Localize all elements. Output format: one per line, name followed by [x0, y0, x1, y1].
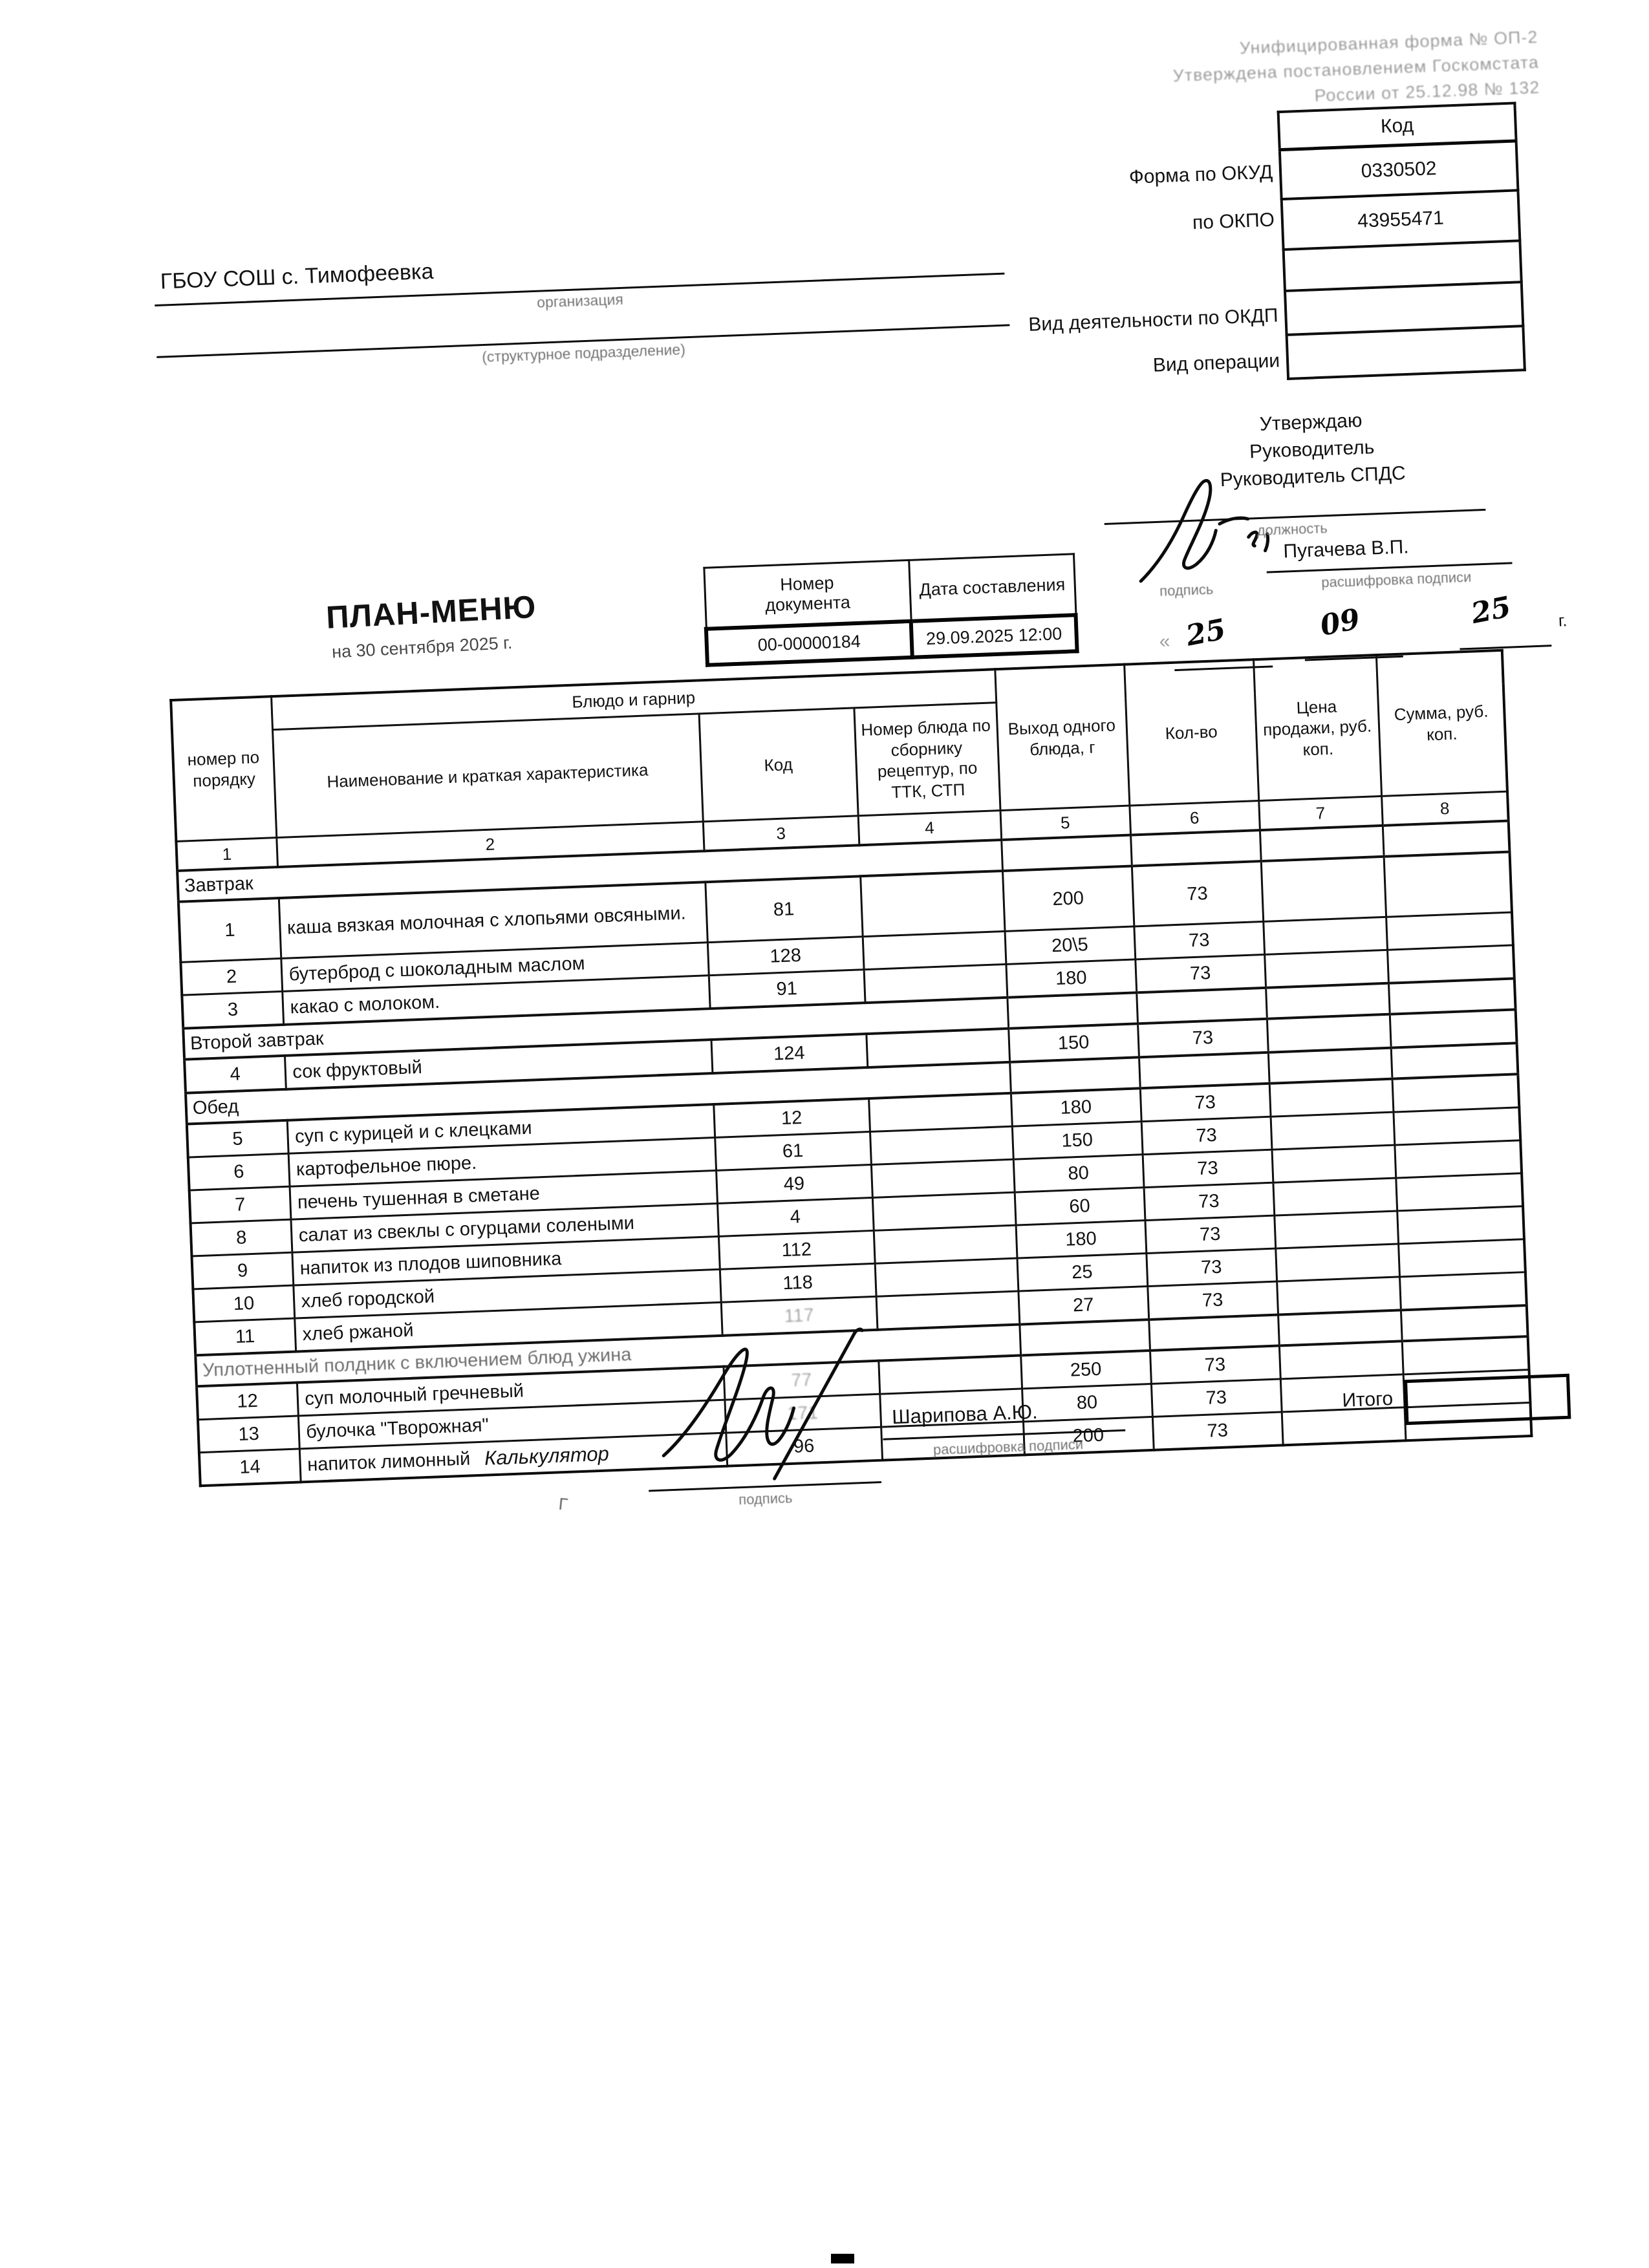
form-note-line: Унифицированная форма № ОП-2 [1239, 27, 1538, 58]
handwritten-day: 25 [1183, 612, 1229, 653]
cell-num: 7 [189, 1186, 291, 1223]
cell-qty: 73 [1145, 1215, 1275, 1253]
operation-type-value-cell [1287, 326, 1525, 379]
date-quote-mark: « [1159, 630, 1170, 652]
cell-code: 49 [716, 1164, 872, 1203]
cell-name: салат из свеклы с огурцами солеными [290, 1203, 718, 1252]
cell-output: 200 [1002, 866, 1134, 932]
signature-label: подпись [1159, 581, 1214, 599]
cell-output: 150 [1012, 1122, 1143, 1159]
form-note-line: России от 25.12.98 № 132 [1313, 77, 1540, 106]
cell-name: суп молочный гречневый [297, 1367, 724, 1416]
empty-cell [1266, 983, 1390, 1019]
col-header-name: Наименование и краткая характеристика [272, 714, 703, 838]
cell-output: 27 [1018, 1287, 1148, 1325]
col-group-header-dish: Блюдо и гарнир [271, 669, 996, 729]
cell-recipe [870, 1126, 1013, 1164]
cell-price [1273, 1178, 1397, 1215]
cell-recipe [872, 1192, 1016, 1230]
cell-code: 96 [726, 1427, 882, 1466]
cell-sum [1390, 1009, 1517, 1047]
cell-sum [1394, 1140, 1522, 1178]
handwritten-month: 09 [1317, 602, 1363, 643]
empty-cell [1268, 1048, 1392, 1084]
cell-output: 60 [1015, 1188, 1145, 1225]
col-header-code: Код [699, 708, 858, 822]
cell-code: 91 [709, 970, 865, 1009]
col-header-price: Цена продажи, руб. коп. [1253, 655, 1381, 800]
cell-recipe [860, 871, 1004, 937]
col-number-cell: 1 [176, 838, 277, 871]
organization-label: организация [536, 290, 624, 311]
empty-cell [1009, 1057, 1140, 1093]
cell-code: 124 [711, 1034, 867, 1073]
cell-qty: 73 [1151, 1379, 1282, 1417]
cell-qty: 73 [1147, 1281, 1278, 1320]
cell-code: 4 [717, 1197, 874, 1236]
cell-price [1263, 917, 1387, 954]
cell-num: 9 [191, 1252, 293, 1289]
cell-qty: 73 [1150, 1345, 1280, 1384]
cell-sum [1384, 852, 1512, 917]
cell-name: булочка "Творожная" [298, 1400, 726, 1449]
doc-date-value-cell: 29.09.2025 12:00 [911, 615, 1077, 658]
cell-qty: 73 [1135, 954, 1266, 992]
cell-output: 20\5 [1005, 926, 1136, 964]
footer-block [462, 1312, 1194, 1552]
col-number-cell: 2 [276, 822, 704, 867]
empty-cell [1130, 830, 1261, 866]
form-regulation-note [1124, 25, 1540, 116]
cell-num: 2 [180, 958, 282, 995]
cell-sum [1399, 1272, 1527, 1311]
document-number-block [702, 553, 1079, 667]
cell-name: сок фруктовый [285, 1040, 712, 1089]
cell-num: 13 [198, 1416, 299, 1453]
section-name-cell: Уплотненный полдник с включением блюд ужина [195, 1325, 1020, 1387]
calculator-name-label: расшифровка подписи [932, 1436, 1084, 1458]
approver-name: Пугачева В.П. [1282, 536, 1410, 562]
cell-sum [1387, 945, 1514, 983]
cell-output: 180 [1016, 1221, 1147, 1258]
cell-num: 12 [197, 1383, 298, 1420]
cell-name: каша вязкая молочная с хлопьями овсяными. [279, 882, 707, 958]
cell-price [1269, 1079, 1394, 1117]
col-number-cell: 5 [1000, 806, 1131, 840]
empty-cell [1391, 1043, 1518, 1078]
cell-num: 6 [188, 1153, 290, 1190]
scanner-artifact-mark [831, 2254, 854, 2263]
cell-code: 112 [718, 1230, 875, 1269]
empty-cell [1139, 1053, 1269, 1088]
codes-header-cell: Код [1278, 103, 1516, 149]
approver-name-label: расшифровка подписи [1320, 568, 1472, 591]
total-label: Итого [1341, 1387, 1394, 1411]
cell-output: 25 [1017, 1254, 1148, 1291]
number-date-table [702, 553, 1079, 667]
cell-output: 180 [1006, 959, 1136, 998]
calculator-label: Калькулятор [484, 1442, 610, 1470]
cell-num: 11 [194, 1318, 296, 1355]
cell-code: 81 [705, 876, 862, 942]
empty-cell [1001, 835, 1132, 871]
cell-code: 117 [721, 1296, 878, 1335]
cell-price [1274, 1211, 1398, 1248]
empty-cell [1388, 978, 1516, 1014]
document-subtitle: на 30 сентября 2025 г. [331, 632, 513, 662]
cell-sum [1398, 1239, 1525, 1277]
okpo-label: по ОКПО [1192, 209, 1275, 234]
codes-table [1277, 102, 1526, 380]
stray-pen-mark: Г [557, 1493, 569, 1515]
cell-code: 77 [723, 1361, 879, 1400]
cell-price [1275, 1244, 1399, 1281]
cell-code: 61 [715, 1131, 871, 1170]
cell-recipe [863, 931, 1006, 969]
col-number-cell: 8 [1381, 791, 1509, 826]
cell-name: хлеб ржаной [294, 1302, 722, 1351]
okpo-value-cell: 43955471 [1282, 190, 1520, 250]
cell-name: бутерброд с шоколадным маслом [281, 943, 708, 992]
cell-name: напиток лимонный [299, 1433, 727, 1482]
cell-price [1261, 857, 1386, 922]
cell-output: 180 [1011, 1088, 1141, 1126]
empty-cell [1260, 826, 1384, 861]
organization-name: ГБОУ СОШ с. Тимофеевка [160, 259, 435, 294]
section-name-cell: Завтрак [177, 840, 1002, 902]
cell-qty: 73 [1132, 861, 1263, 926]
col-number-cell: 3 [703, 816, 859, 851]
col-header-row-number: номер по порядку [171, 696, 276, 841]
cell-output: 200 [1023, 1417, 1154, 1455]
cell-qty: 73 [1152, 1412, 1283, 1450]
cell-price [1264, 950, 1388, 988]
col-number-cell: 6 [1129, 801, 1260, 835]
cell-num: 14 [199, 1449, 301, 1486]
cell-price [1271, 1145, 1396, 1182]
doc-date-header-cell: Дата составления [909, 554, 1075, 621]
cell-name: хлеб городской [293, 1269, 720, 1318]
col-header-output: Выход одного блюда, г [995, 665, 1129, 811]
document-title: ПЛАН-МЕНЮ [325, 589, 537, 636]
total-value-box [1404, 1374, 1571, 1426]
cell-qty: 73 [1144, 1182, 1275, 1220]
cell-sum [1392, 1074, 1520, 1112]
okud-label: Форма по ОКУД [1128, 161, 1273, 188]
operation-type-label: Вид операции [1152, 350, 1280, 376]
cell-sum [1396, 1173, 1523, 1211]
position-label: должность [1256, 520, 1328, 539]
cell-name: печень тушенная в сметане [290, 1170, 717, 1219]
cell-num: 3 [182, 991, 283, 1028]
calculator-name: Шарипова А.Ю. [891, 1400, 1039, 1429]
year-suffix: г. [1558, 610, 1568, 630]
cell-recipe [866, 1029, 1009, 1067]
cell-recipe [868, 1093, 1012, 1132]
cell-recipe [874, 1225, 1017, 1263]
empty-cell [1383, 821, 1510, 857]
empty-cell [1278, 1310, 1402, 1345]
cell-code: 12 [713, 1098, 870, 1137]
cell-output: 250 [1020, 1351, 1151, 1389]
cell-qty: 73 [1137, 1019, 1268, 1057]
okdp-label: Вид деятельности по ОКДП [1028, 305, 1279, 336]
cell-price [1279, 1341, 1403, 1379]
cell-qty: 73 [1134, 921, 1264, 959]
cell-num: 8 [191, 1219, 292, 1256]
cell-name: картофельное пюре. [288, 1137, 716, 1186]
cell-price [1267, 1014, 1391, 1053]
cell-output: 80 [1022, 1384, 1152, 1421]
cell-name: суп с курицей и с клецками [287, 1104, 715, 1153]
cell-code: 128 [707, 937, 864, 976]
col-header-recipe-number: Номер блюда по сборнику рецептур, по ТТК, СТП [854, 703, 1000, 816]
cell-output: 80 [1013, 1155, 1144, 1192]
subdivision-label: (структурное подразделение) [481, 341, 686, 366]
doc-number-header-cell: Номер документа [704, 560, 911, 628]
approver-position: Руководитель СПДС [1220, 462, 1406, 491]
cell-output: 150 [1008, 1023, 1139, 1062]
cell-qty: 73 [1146, 1248, 1277, 1286]
cell-code: 118 [720, 1263, 876, 1302]
empty-cell [1007, 992, 1137, 1028]
cell-num: 5 [187, 1120, 288, 1157]
cell-sum [1397, 1206, 1524, 1244]
cell-recipe [875, 1258, 1018, 1296]
cell-sum [1402, 1336, 1529, 1375]
col-header-sum: Сумма, руб. коп. [1376, 650, 1507, 797]
cell-name: напиток из плодов шиповника [292, 1236, 719, 1285]
cell-num: 10 [193, 1285, 294, 1322]
cell-name: какао с молоком. [282, 976, 709, 1025]
approve-stamp: Утверждаю [1259, 409, 1363, 435]
cell-price [1277, 1277, 1401, 1315]
col-number-cell: 7 [1258, 796, 1383, 830]
calculator-signature-icon [646, 1323, 891, 1490]
okud-value-cell: 0330502 [1280, 141, 1518, 199]
cell-qty: 73 [1143, 1150, 1273, 1187]
calculator-sign-label: подпись [738, 1490, 793, 1508]
organization-block [153, 233, 1017, 385]
handwritten-year: 25 [1468, 590, 1514, 631]
cell-num: 4 [184, 1056, 286, 1093]
col-header-quantity: Кол-во [1124, 659, 1258, 806]
cell-sum [1386, 912, 1513, 950]
cell-qty: 73 [1141, 1117, 1272, 1154]
cell-sum [1393, 1107, 1520, 1145]
cell-recipe [864, 964, 1008, 1003]
codes-box-block [999, 102, 1535, 412]
cell-code: 171 [724, 1394, 881, 1433]
section-name-cell: Обед [186, 1062, 1011, 1124]
cell-recipe [871, 1159, 1015, 1197]
cell-num: 1 [178, 898, 281, 962]
empty-cell [1401, 1305, 1528, 1341]
empty-cell [1136, 988, 1267, 1023]
approver-role: Руководитель [1249, 436, 1375, 463]
cell-price [1271, 1112, 1395, 1150]
form-note-line: Утверждена постановлением Госкомстата [1172, 52, 1540, 86]
col-number-cell: 4 [858, 811, 1002, 846]
doc-number-value-cell: 00-00000184 [706, 621, 912, 665]
section-name-cell: Второй завтрак [183, 998, 1008, 1060]
cell-qty: 73 [1140, 1084, 1271, 1122]
